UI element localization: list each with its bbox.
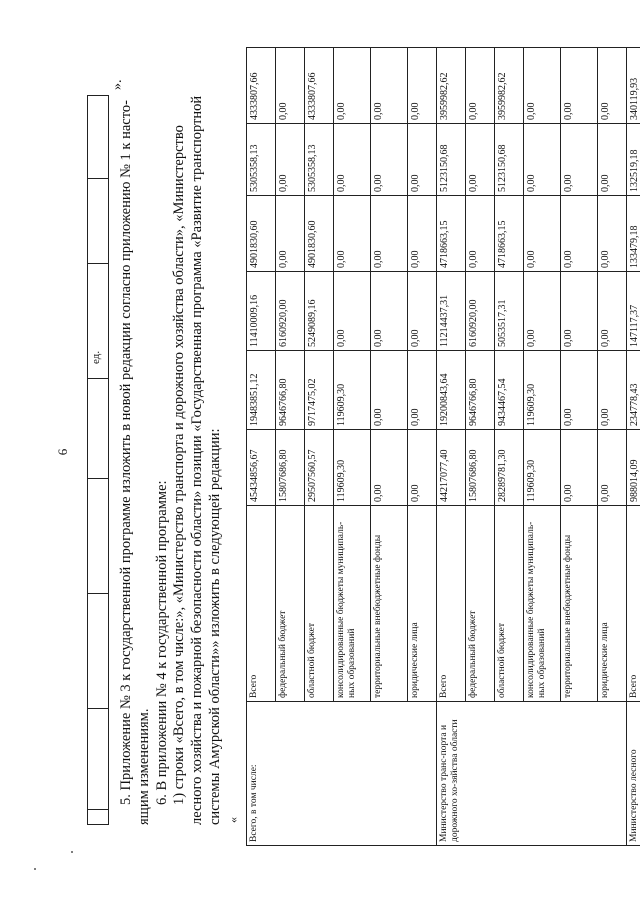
amount-cell: 0,00: [408, 351, 437, 430]
amount-cell: 0,00: [334, 48, 371, 124]
amount-cell: 0,00: [371, 196, 408, 272]
amount-cell: 0,00: [466, 48, 495, 124]
amount-cell: 9646766,80: [276, 351, 305, 430]
amount-cell: 0,00: [524, 124, 561, 196]
table-row: [247, 48, 276, 846]
amount-cell: 0,00: [371, 430, 408, 506]
amount-cell: 4901830,60: [247, 196, 276, 272]
amount-cell: 5123150,68: [495, 124, 524, 196]
amount-cell: 9646766,80: [466, 351, 495, 430]
paragraph-6-line-3: системы Амурской области»» изложить в следующей редакции:: [207, 428, 223, 825]
scan-speck: [71, 851, 73, 853]
amount-cell: 0,00: [371, 48, 408, 124]
amount-cell: 44217077,40: [437, 430, 466, 506]
amount-cell: 9717475,02: [305, 351, 334, 430]
amount-cell: 119609,30: [524, 351, 561, 430]
amount-cell: 0,00: [276, 124, 305, 196]
amount-cell: 119609,30: [334, 430, 371, 506]
amount-cell: 0,00: [561, 351, 598, 430]
funding-source-cell: юридические лица: [598, 506, 627, 702]
amount-cell: 0,00: [408, 196, 437, 272]
amount-cell: 5305358,13: [247, 124, 276, 196]
amount-cell: 15807686,80: [466, 430, 495, 506]
amount-cell: 234778,43: [627, 351, 640, 430]
amount-cell: 5053517,31: [495, 272, 524, 351]
group-name-cell: Министерство транс-порта и дорожного хо-зяйства области: [437, 702, 627, 846]
amount-cell: 988014,09: [627, 430, 640, 506]
funding-table: [246, 47, 640, 846]
amount-cell: 0,00: [598, 351, 627, 430]
amount-cell: 15807686,80: [276, 430, 305, 506]
amount-cell: 19483851,12: [247, 351, 276, 430]
amount-cell: 147117,37: [627, 272, 640, 351]
group-name-cell: Всего, в том числе:: [247, 702, 437, 846]
amount-cell: 0,00: [408, 48, 437, 124]
amount-cell: 0,00: [561, 196, 598, 272]
header-unit: ед.: [90, 350, 102, 364]
amount-cell: 340119,93: [627, 48, 640, 124]
amount-cell: 119609,30: [524, 430, 561, 506]
amount-cell: 133479,18: [627, 196, 640, 272]
amount-cell: 119609,30: [334, 351, 371, 430]
amount-cell: 0,00: [276, 48, 305, 124]
amount-cell: 4901830,60: [305, 196, 334, 272]
amount-cell: 0,00: [408, 430, 437, 506]
amount-cell: 19200843,64: [437, 351, 466, 430]
amount-cell: 4718663,15: [495, 196, 524, 272]
amount-cell: 5249089,16: [305, 272, 334, 351]
amount-cell: 4333807,66: [247, 48, 276, 124]
amount-cell: 3959982,62: [437, 48, 466, 124]
amount-cell: 0,00: [598, 48, 627, 124]
amount-cell: 29507560,57: [305, 430, 334, 506]
amount-cell: 3959982,62: [495, 48, 524, 124]
amount-cell: 5305358,13: [305, 124, 334, 196]
header-stub-table: [87, 95, 109, 825]
amount-cell: 9434467,54: [495, 351, 524, 430]
amount-cell: 0,00: [334, 124, 371, 196]
scan-speck: [34, 868, 36, 870]
amount-cell: 6160920,00: [466, 272, 495, 351]
amount-cell: 0,00: [598, 196, 627, 272]
amount-cell: 0,00: [561, 124, 598, 196]
amount-cell: 0,00: [561, 48, 598, 124]
amount-cell: 5123150,68: [437, 124, 466, 196]
funding-source-cell: Всего: [627, 506, 640, 702]
funding-source-cell: территориальные внебюджетные фонды: [371, 506, 408, 702]
funding-source-cell: территориальные внебюджетные фонды: [561, 506, 598, 702]
amount-cell: 0,00: [408, 272, 437, 351]
amount-cell: 28289781,30: [495, 430, 524, 506]
amount-cell: 0,00: [598, 430, 627, 506]
funding-source-cell: консолидированные бюджеты муниципаль-ных образований: [334, 506, 371, 702]
table-row: [627, 48, 640, 846]
amount-cell: 4718663,15: [437, 196, 466, 272]
amount-cell: 0,00: [334, 272, 371, 351]
amount-cell: 0,00: [598, 272, 627, 351]
amount-cell: 11214437,31: [437, 272, 466, 351]
amount-cell: 0,00: [371, 124, 408, 196]
funding-source-cell: юридические лица: [408, 506, 437, 702]
funding-source-cell: областной бюджет: [305, 506, 334, 702]
funding-source-cell: Всего: [437, 506, 466, 702]
funding-source-cell: областной бюджет: [495, 506, 524, 702]
amount-cell: 0,00: [561, 272, 598, 351]
funding-source-cell: федеральный бюджет: [276, 506, 305, 702]
page-number: 6: [55, 448, 70, 456]
funding-source-cell: консолидированные бюджеты муниципаль-ных образований: [524, 506, 561, 702]
amount-cell: 0,00: [598, 124, 627, 196]
paragraph-6-line-1: 1) строки «Всего, в том числе:», «Министерство транспорта и дорожного хозяйства области», «Министерство: [171, 125, 187, 805]
amount-cell: 0,00: [466, 124, 495, 196]
amount-cell: 0,00: [371, 351, 408, 430]
amount-cell: 0,00: [561, 430, 598, 506]
amount-cell: 0,00: [276, 196, 305, 272]
amount-cell: 0,00: [524, 196, 561, 272]
amount-cell: 45434856,67: [247, 430, 276, 506]
amount-cell: 4333807,66: [305, 48, 334, 124]
amount-cell: 132519,18: [627, 124, 640, 196]
amount-cell: 0,00: [524, 48, 561, 124]
amount-cell: 0,00: [371, 272, 408, 351]
closing-quote: ».: [110, 79, 125, 90]
amount-cell: 0,00: [524, 272, 561, 351]
paragraph-5-cont: ящим изменениям.: [136, 708, 152, 825]
amount-cell: 11410009,16: [247, 272, 276, 351]
amount-cell: 0,00: [334, 196, 371, 272]
paragraph-6-title: 6. В приложении № 4 к государственной программе:: [154, 480, 170, 805]
amount-cell: 0,00: [466, 196, 495, 272]
table-row: [437, 48, 466, 846]
amount-cell: 6160920,00: [276, 272, 305, 351]
amount-cell: 0,00: [408, 124, 437, 196]
paragraph-5: 5. Приложение № 3 к государственной программе изложить в новой редакции согласно приложению № 1 к насто-: [118, 100, 134, 805]
funding-source-cell: федеральный бюджет: [466, 506, 495, 702]
funding-source-cell: Всего: [247, 506, 276, 702]
paragraph-6-line-2: лесного хозяйства и пожарной безопасности области» позиции «Государственная программа «Развитие транспортной: [189, 95, 205, 825]
opening-quote: «: [226, 817, 240, 823]
group-name-cell: Министерство лесного: [627, 702, 640, 846]
